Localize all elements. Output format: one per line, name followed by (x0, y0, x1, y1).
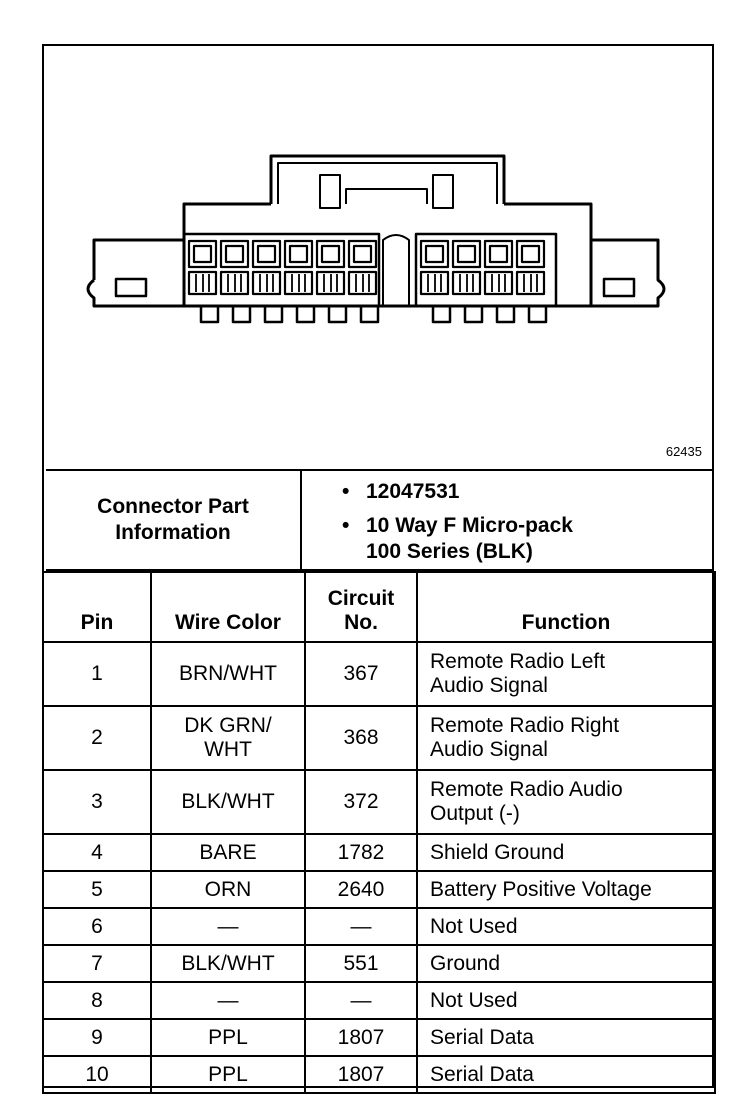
wire-color-line: BARE (199, 840, 257, 864)
wire-color-line: — (217, 988, 239, 1012)
function-cell (417, 1056, 715, 1093)
pin-cell: 5 (43, 871, 151, 908)
wire-color-cell (151, 642, 305, 706)
part-number-item (342, 479, 573, 505)
part-info-label (46, 471, 302, 569)
function-line: Audio Signal (430, 674, 548, 697)
connector-drawing-panel (46, 44, 714, 471)
circuit-cell: 1782 (305, 834, 417, 871)
function-cell (417, 1019, 715, 1056)
table-row (43, 770, 715, 834)
function-line: Remote Radio Left (430, 650, 606, 673)
table-row (43, 945, 715, 982)
pin-cell: 2 (43, 706, 151, 770)
part-info-list (342, 479, 573, 573)
pin-cell: 10 (43, 1056, 151, 1093)
function-line: Audio Signal (430, 738, 548, 761)
table-row (43, 642, 715, 706)
function-line: Remote Radio Audio (430, 778, 623, 801)
wire-color-cell (151, 871, 305, 908)
pin-cell: 6 (43, 908, 151, 945)
wire-color-line: BLK/WHT (181, 790, 275, 813)
wire-color-line: ORN (204, 877, 252, 901)
function-cell (417, 642, 715, 706)
circuit-cell: 551 (305, 945, 417, 982)
function-cell (417, 982, 715, 1019)
pin-cell: 8 (43, 982, 151, 1019)
circuit-cell: 367 (305, 642, 417, 706)
function-cell (417, 706, 715, 770)
pin-cell: 7 (43, 945, 151, 982)
wire-color-cell (151, 834, 305, 871)
function-line: Shield Ground (430, 840, 565, 864)
pin-cell: 1 (43, 642, 151, 706)
bullet: • (342, 514, 350, 537)
wire-color-cell (151, 982, 305, 1019)
wire-color-line: DK GRN/ (184, 714, 272, 737)
part-number: 12047531 (366, 480, 460, 503)
wire-color-line: PPL (208, 1025, 248, 1049)
header-wire-color: Wire Color (151, 572, 305, 642)
circuit-cell: — (305, 908, 417, 945)
header-circuit (305, 572, 417, 642)
function-line: Serial Data (430, 1062, 534, 1086)
figure-number: 62435 (665, 444, 702, 459)
wire-color-line: BLK/WHT (181, 951, 275, 975)
pin-table (42, 571, 716, 1094)
function-line: Remote Radio Right (430, 714, 620, 737)
header-pin: Pin (43, 572, 151, 642)
pin-cell: 4 (43, 834, 151, 871)
function-line: Ground (430, 951, 501, 975)
table-row (43, 982, 715, 1019)
bullet: • (342, 480, 350, 503)
wire-color-cell (151, 945, 305, 982)
table-row (43, 908, 715, 945)
part-info-label-line: Information (115, 521, 231, 544)
function-cell (417, 908, 715, 945)
wire-color-cell (151, 770, 305, 834)
function-line: Output (-) (430, 802, 520, 825)
function-cell (417, 770, 715, 834)
circuit-cell: 1807 (305, 1056, 417, 1093)
wire-color-line: — (217, 914, 239, 938)
function-line: Serial Data (430, 1025, 534, 1049)
function-line: Not Used (430, 988, 518, 1012)
pin-cell: 3 (43, 770, 151, 834)
circuit-cell: 372 (305, 770, 417, 834)
circuit-cell: — (305, 982, 417, 1019)
function-line: Not Used (430, 914, 518, 938)
connector-description-item (342, 513, 573, 565)
pin-cell: 9 (43, 1019, 151, 1056)
part-info-label-line: Connector Part (97, 495, 249, 518)
table-header-row (43, 572, 715, 642)
wire-color-cell (151, 1019, 305, 1056)
connector-part-information (46, 471, 714, 571)
function-cell (417, 834, 715, 871)
function-cell (417, 871, 715, 908)
table-row (43, 1019, 715, 1056)
table-row (43, 1056, 715, 1093)
wire-color-line: BRN/WHT (179, 662, 277, 685)
wire-color-cell (151, 1056, 305, 1093)
wire-color-line: WHT (204, 738, 252, 761)
table-row (43, 706, 715, 770)
table-row (43, 834, 715, 871)
header-circuit-line: Circuit (327, 587, 395, 610)
function-line: Battery Positive Voltage (430, 877, 652, 901)
circuit-cell: 2640 (305, 871, 417, 908)
header-function: Function (417, 572, 715, 642)
function-cell (417, 945, 715, 982)
wire-color-line: PPL (208, 1062, 248, 1086)
wire-color-cell (151, 706, 305, 770)
circuit-cell: 1807 (305, 1019, 417, 1056)
pin-rows (43, 642, 715, 1093)
connector-description-line: 10 Way F Micro-pack (366, 514, 573, 537)
wire-color-cell (151, 908, 305, 945)
circuit-cell: 368 (305, 706, 417, 770)
connector-description-line: 100 Series (BLK) (366, 540, 533, 563)
table-row (43, 871, 715, 908)
connector-drawing (46, 44, 714, 471)
header-circuit-line: No. (344, 611, 378, 634)
